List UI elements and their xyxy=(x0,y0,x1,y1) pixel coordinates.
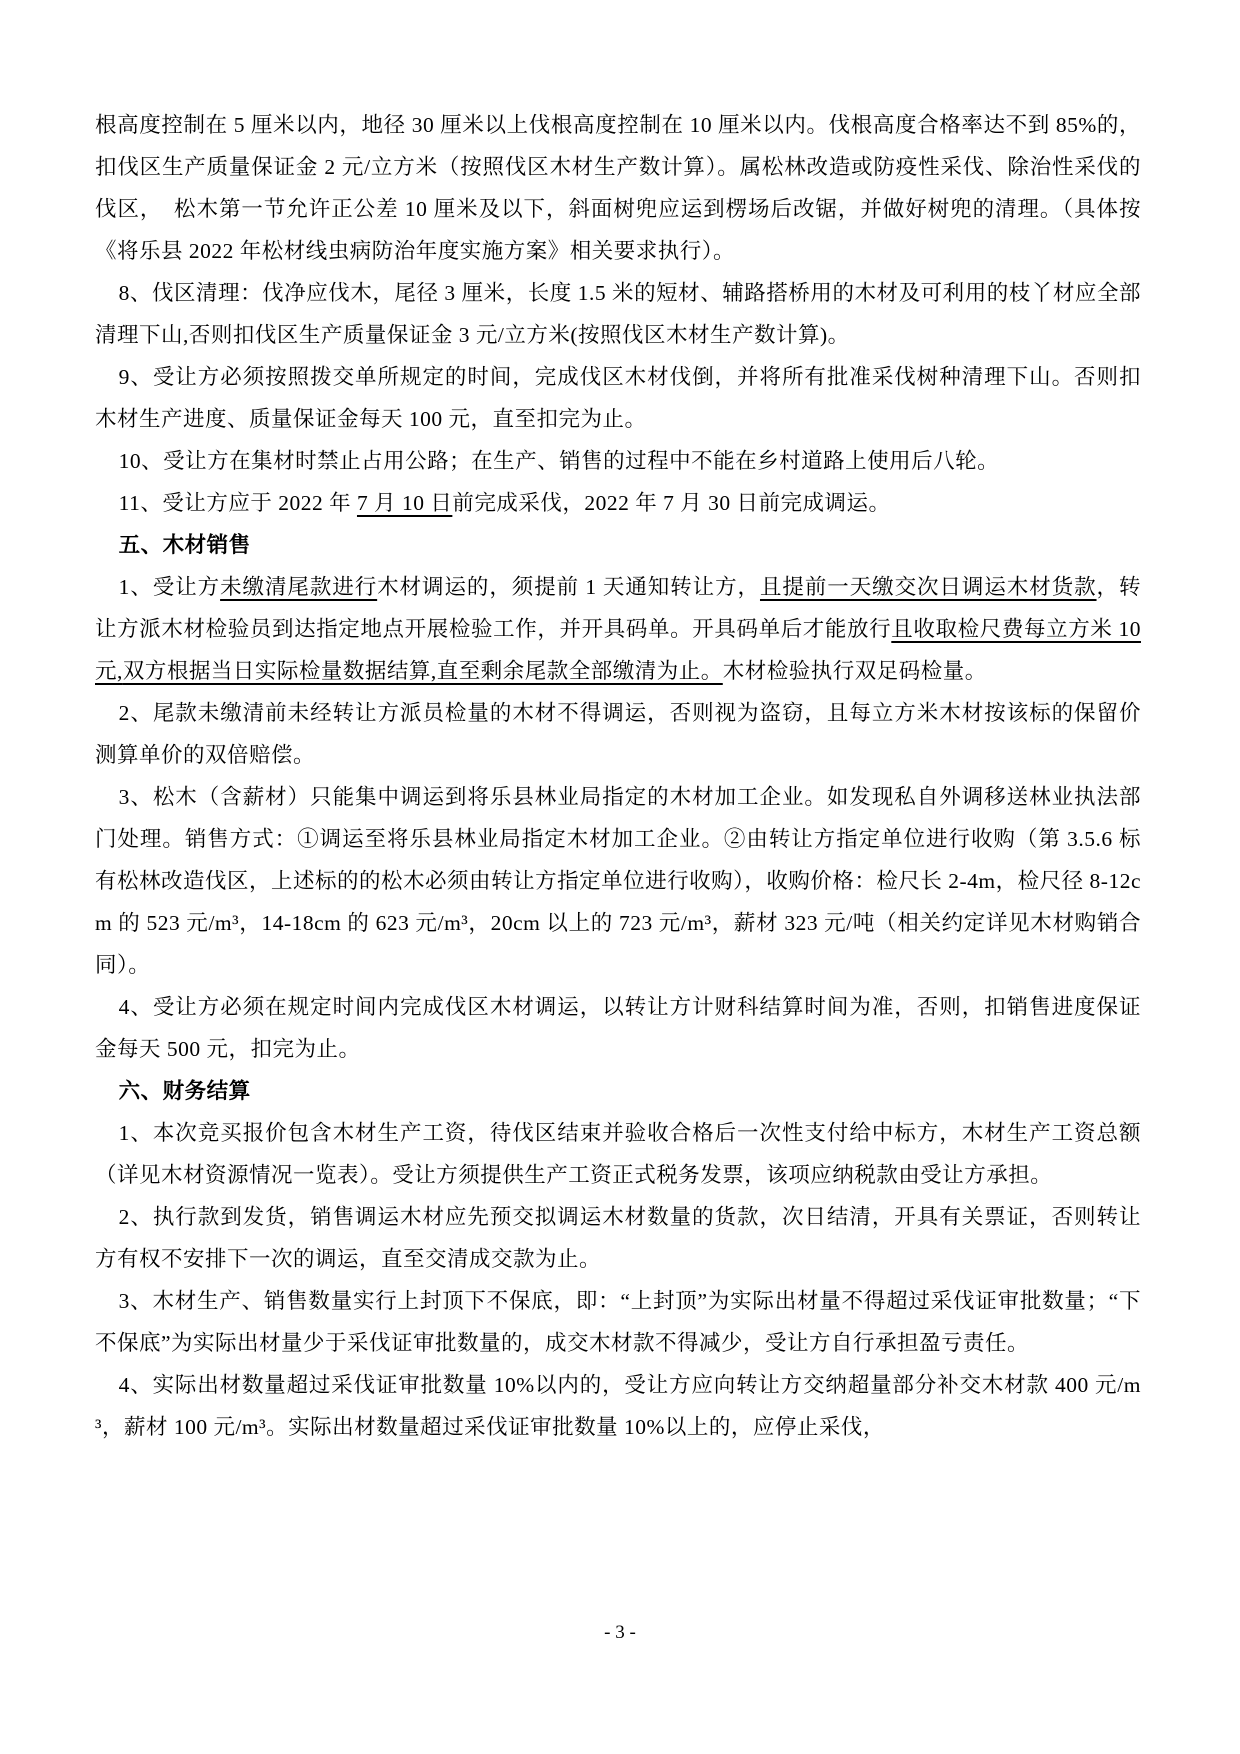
text-segment: 4、实际出材数量超过采伐证审批数量 10%以内的，受让方应向转让方交纳超量部分补交木材款 400 元/m³，薪材 100 元/m³。实际出材数量超过采伐证审批数量 10%以上的，应停止采伐， xyxy=(95,1373,1141,1439)
item-5-1-payment-before-transport xyxy=(95,566,1141,692)
text-segment: 4、受让方必须在规定时间内完成伐区木材调运，以转让方计财科结算时间为准，否则，扣销售进度保证金每天 500 元，扣完为止。 xyxy=(95,995,1141,1061)
text-segment: 六、财务结算 xyxy=(118,1079,251,1103)
item-11-deadlines xyxy=(95,482,1141,524)
text-segment: 五、木材销售 xyxy=(118,533,251,557)
heading-section-5-timber-sales xyxy=(95,524,1141,566)
text-segment: 2、尾款未缴清前未经转让方派员检量的木材不得调运，否则视为盗窃，且每立方米木材按该标的保留价测算单价的双倍赔偿。 xyxy=(95,701,1141,767)
underlined-text: 且提前一天缴交次日调运木材货款 xyxy=(759,575,1097,599)
text-segment: 11、受让方应于 2022 年 xyxy=(118,491,357,515)
text-segment: 2、执行款到发货，销售调运木材应先预交拟调运木材数量的货款，次日结清，开具有关票证，否则转让方有权不安排下一次的调运，直至交清成交款为止。 xyxy=(95,1205,1141,1271)
item-5-2-unpaid-balance-penalty xyxy=(95,692,1141,776)
text-segment: ，转让方派木材检验员到达指定地点开展检验工作，并开具码单。开具码单后才能放行 xyxy=(95,575,1141,641)
page-number-footer: - 3 - xyxy=(604,1622,636,1643)
item-6-4-excess-output-payment xyxy=(95,1364,1141,1448)
text-segment: 前完成采伐，2022 年 7 月 30 日前完成调运。 xyxy=(452,491,891,515)
item-6-2-payment-before-delivery xyxy=(95,1196,1141,1280)
paragraph-continuation-stump-height xyxy=(95,104,1141,272)
item-10-road-usage xyxy=(95,440,1141,482)
item-6-3-quantity-cap-rules xyxy=(95,1280,1141,1364)
document-body xyxy=(95,104,1141,1448)
item-5-3-pine-sales-channels-and-prices xyxy=(95,776,1141,986)
text-segment: 木材检验执行双足码检量。 xyxy=(722,659,987,683)
text-segment: 1、受让方 xyxy=(118,575,221,599)
text-segment: 1、本次竞买报价包含木材生产工资，待伐区结束并验收合格后一次性支付给中标方，木材生产工资总额（详见木材资源情况一览表）。受让方须提供生产工资正式税务发票，该项应纳税款由受让方承担。 xyxy=(95,1121,1141,1187)
item-8-cutting-area-cleanup xyxy=(95,272,1141,356)
item-9-felling-schedule xyxy=(95,356,1141,440)
underlined-text: 且收取检尺费每立方米 10 元, xyxy=(95,617,1141,683)
text-segment: 8、伐区清理：伐净应伐木，尾径 3 厘米，长度 1.5 米的短材、辅路搭桥用的木材及可利用的枝丫材应全部清理下山,否则扣伐区生产质量保证金 3 元/立方米(按照伐区木材生产数计算)。 xyxy=(95,281,1141,347)
item-5-4-transport-deadline-penalty xyxy=(95,986,1141,1070)
underlined-text: 未缴清尾款进行 xyxy=(220,575,378,599)
underlined-text: 双方根据当日实际检量数据结算,直至剩余尾款全部缴清为止。 xyxy=(122,659,723,683)
heading-section-6-financial-settlement xyxy=(95,1070,1141,1112)
underlined-text: 7 月 10 日 xyxy=(356,491,453,515)
text-segment: 木材调运的，须提前 1 天通知转让方， xyxy=(377,575,760,599)
text-segment: 9、受让方必须按照拨交单所规定的时间，完成伐区木材伐倒，并将所有批准采伐树种清理下山。否则扣木材生产进度、质量保证金每天 100 元，直至扣完为止。 xyxy=(95,365,1141,431)
text-segment: 根高度控制在 5 厘米以内，地径 30 厘米以上伐根高度控制在 10 厘米以内。伐根高度合格率达不到 85%的，扣伐区生产质量保证金 2 元/立方米（按照伐区木材生产数计算）。属松林改造或防疫性采伐、除治性采伐的伐区， 松木第一节允许正公差 10 厘米及以下，斜面树兜应运到楞场后改锯，并做好树兜的清理。（具体按《将乐县 2022 年松材线虫病防治年度实施方案》相关要求执行）。 xyxy=(95,113,1141,263)
text-segment: 3、松木（含薪材）只能集中调运到将乐县林业局指定的木材加工企业。如发现私自外调移送林业执法部门处理。销售方式：①调运至将乐县林业局指定木材加工企业。②由转让方指定单位进行收购（第 3.5.6 标有松林改造伐区，上述标的的松木必须由转让方指定单位进行收购），收购价格：检尺长 2-4m，检尺径 8-12cm 的 523 元/m³，14-18cm 的 623 元/m³，20cm 以上的 723 元/m³，薪材 323 元/吨（相关约定详见木材购销合同）。 xyxy=(95,785,1141,977)
item-6-1-production-wages xyxy=(95,1112,1141,1196)
text-segment: 10、受让方在集材时禁止占用公路；在生产、销售的过程中不能在乡村道路上使用后八轮。 xyxy=(118,449,1000,473)
text-segment: 3、木材生产、销售数量实行上封顶下不保底，即：“上封顶”为实际出材量不得超过采伐证审批数量；“下不保底”为实际出材量少于采伐证审批数量的，成交木材款不得减少，受让方自行承担盈亏责任。 xyxy=(95,1289,1141,1355)
